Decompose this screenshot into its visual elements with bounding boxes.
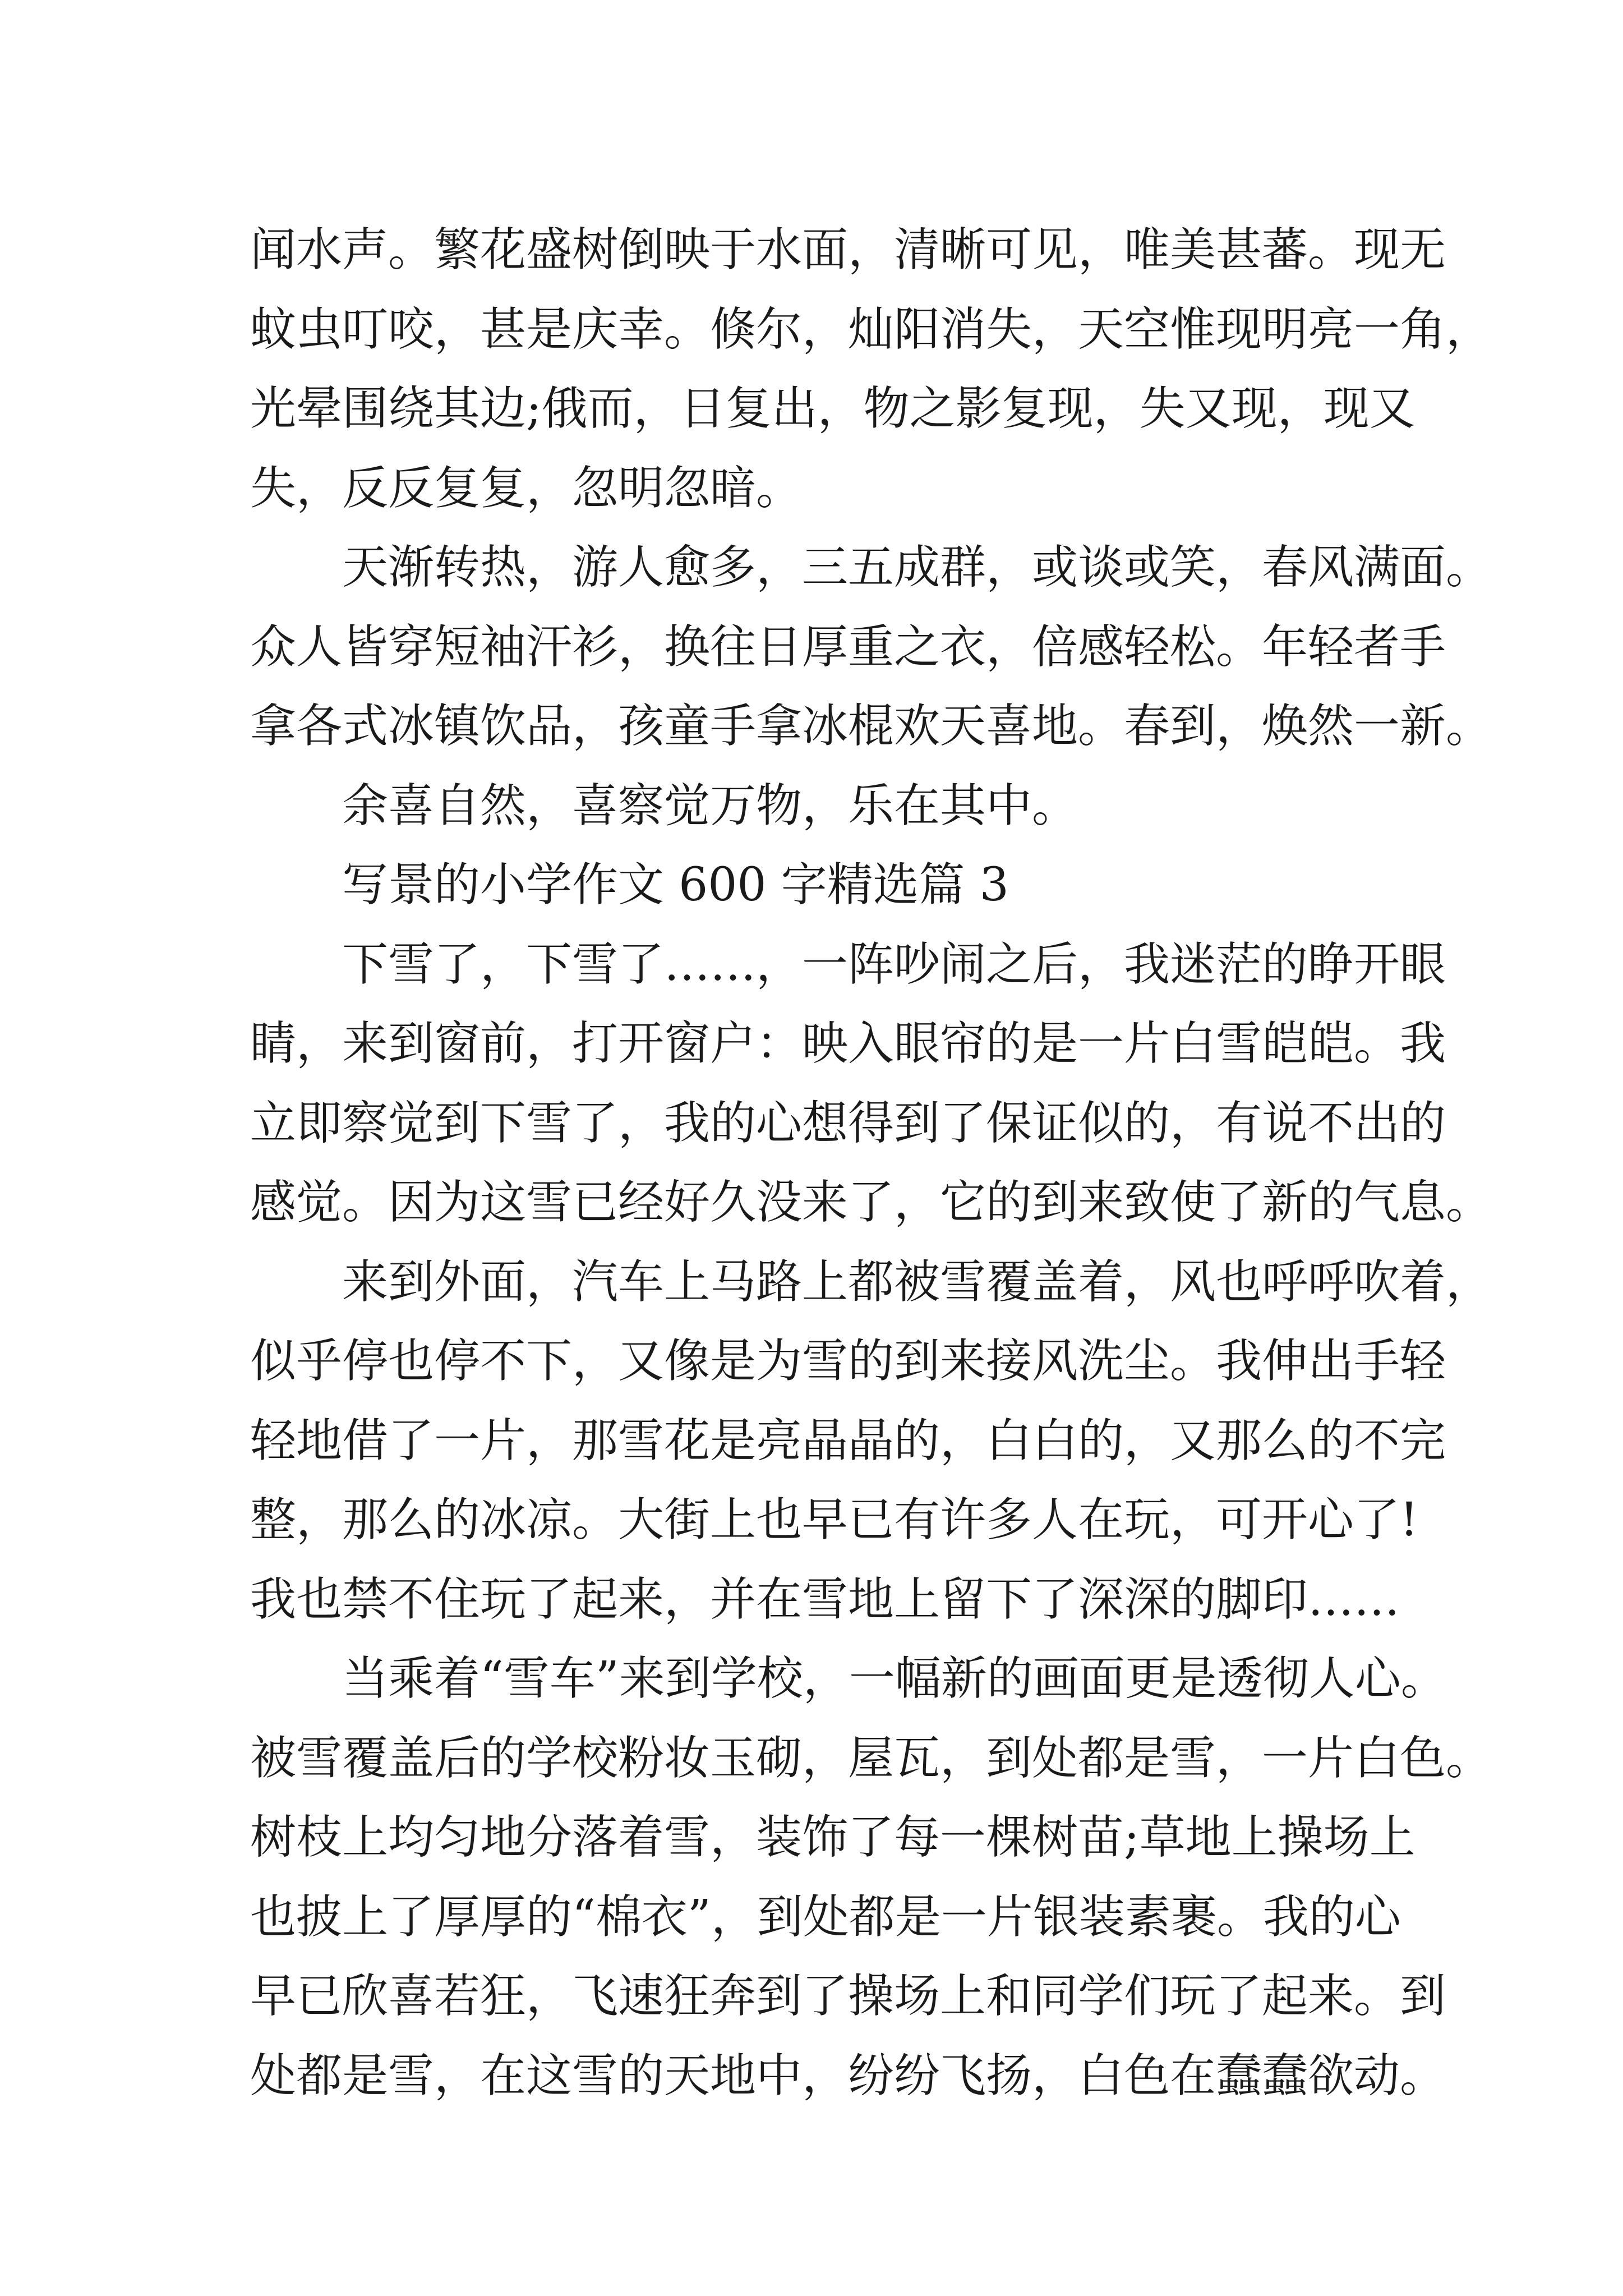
text-line: 睛，来到窗前，打开窗户：映入眼帘的是一片白雪皑皑。我	[250, 1017, 1446, 1070]
text-line: 来到外面，汽车上马路上都被雪覆盖着，风也呼呼吹着，	[342, 1255, 1492, 1309]
text-line: 似乎停也停不下，又像是为雪的到来接风洗尘。我伸出手轻	[250, 1335, 1446, 1388]
text-line: 整，那么的冰凉。大街上也早已有许多人在玩，可开心了!	[250, 1493, 1418, 1547]
essay-text	[250, 210, 1492, 2115]
text-line: 树枝上均匀地分落着雪，装饰了每一棵树苗;草地上操场上	[250, 1811, 1415, 1864]
text-line: 众人皆穿短袖汗衫，换往日厚重之衣，倍感轻松。年轻者手	[250, 620, 1446, 674]
text-line: 处都是雪，在这雪的天地中，纷纷飞扬，白色在蠢蠢欲动。	[250, 2049, 1446, 2102]
text-line: 闻水声。繁花盛树倒映于水面，清晰可见，唯美甚蕃。现无	[250, 223, 1446, 277]
text-line: 也披上了厚厚的“棉衣”，到处都是一片银装素裹。我的心	[250, 1890, 1401, 1944]
text-line: 光晕围绕其边;俄而，日复出，物之影复现，失又现，现又	[250, 382, 1415, 435]
text-line: 余喜自然，喜察觉万物，乐在其中。	[342, 779, 1078, 832]
text-line: 立即察觉到下雪了，我的心想得到了保证似的，有说不出的	[250, 1096, 1446, 1150]
text-line: 写景的小学作文 600 字精选篇 3	[342, 858, 1009, 912]
text-line: 蚊虫叮咬，甚是庆幸。倏尔，灿阳消失，天空惟现明亮一角，	[250, 302, 1492, 356]
text-line: 被雪覆盖后的学校粉妆玉砌，屋瓦，到处都是雪，一片白色。	[250, 1731, 1492, 1785]
text-line: 下雪了，下雪了……，一阵吵闹之后，我迷茫的睁开眼	[342, 937, 1446, 991]
text-line: 当乘着“雪车”来到学校，一幅新的画面更是透彻人心。	[342, 1652, 1447, 1705]
text-line: 失，反反复复，忽明忽暗。	[250, 461, 803, 515]
text-line: 早已欣喜若狂，飞速狂奔到了操场上和同学们玩了起来。到	[250, 1970, 1446, 2023]
text-line: 天渐转热，游人愈多，三五成群，或谈或笑，春风满面。	[342, 541, 1492, 594]
text-line: 轻地借了一片，那雪花是亮晶晶的，白白的，又那么的不完	[250, 1414, 1446, 1467]
text-line: 我也禁不住玩了起来，并在雪地上留下了深深的脚印……	[250, 1572, 1400, 1626]
text-line: 拿各式冰镇饮品，孩童手拿冰棍欢天喜地。春到，焕然一新。	[250, 700, 1492, 753]
text-line: 感觉。因为这雪已经好久没来了，它的到来致使了新的气息。	[250, 1176, 1492, 1229]
